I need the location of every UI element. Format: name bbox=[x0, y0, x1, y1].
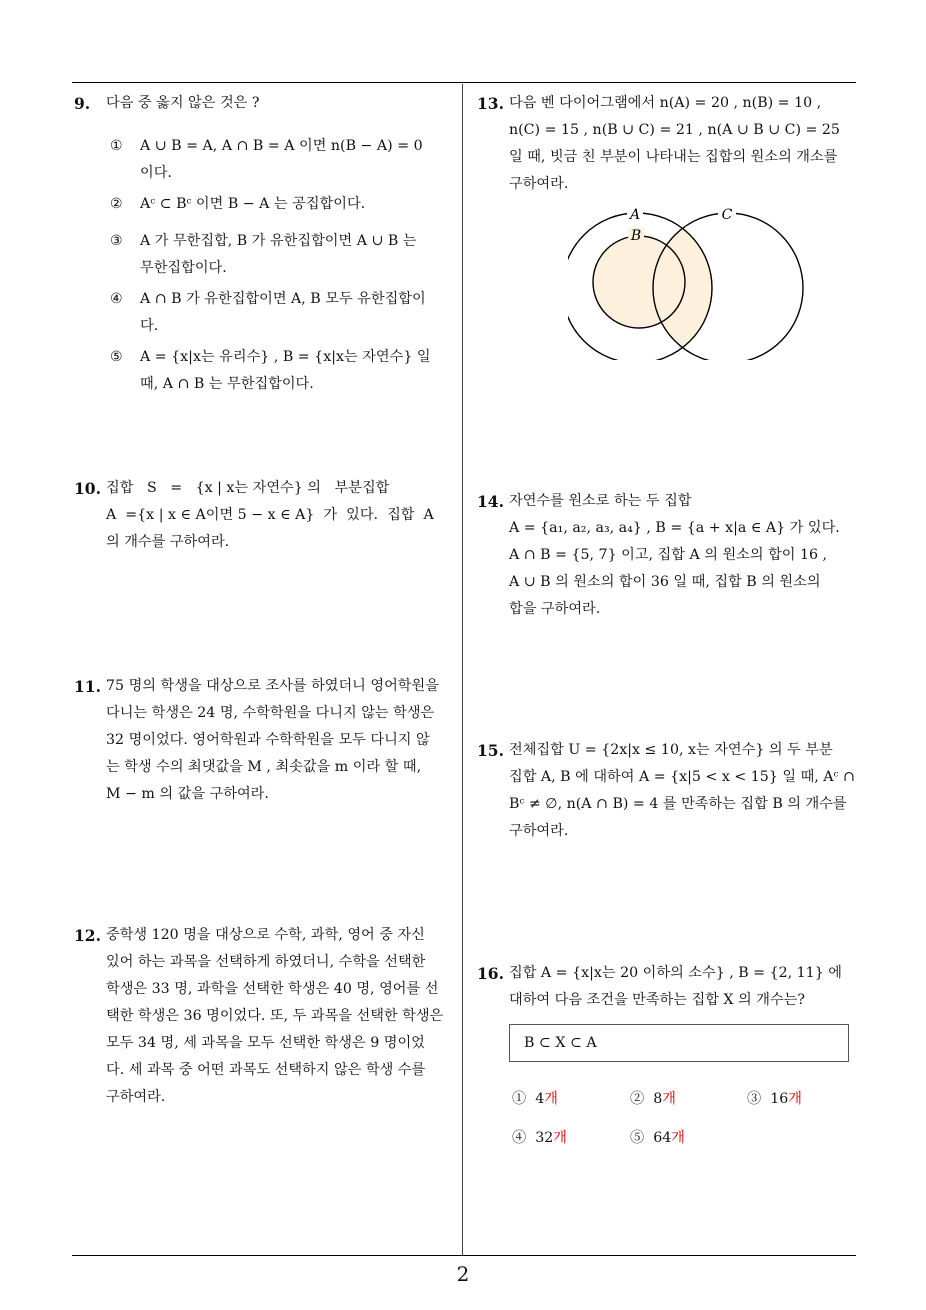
option-text: A 가 무한집합, B 가 유한집합이면 A ∪ B 는 bbox=[140, 233, 417, 249]
question-line: 일 때, 빗금 친 부분이 나타내는 집합의 원소의 개소를 bbox=[509, 149, 838, 165]
question-line: 다음 벤 다이어그램에서 n(A) = 20 , n(B) = 10 , bbox=[509, 95, 822, 111]
question-line: 75 명의 학생을 대상으로 조사를 하였더니 영어학원을 bbox=[106, 678, 439, 694]
choice-value: 32 bbox=[535, 1130, 554, 1146]
question-15 bbox=[477, 737, 861, 845]
question-number: 9. bbox=[74, 94, 91, 113]
option-text: A ∪ B = A, A ∩ B = A 이면 n(B − A) = 0 bbox=[140, 138, 423, 154]
question-line: 대하여 다음 조건을 만족하는 집합 X 의 개수는? bbox=[509, 992, 805, 1008]
choice-1[interactable] bbox=[512, 1088, 558, 1108]
bottom-rule bbox=[72, 1255, 856, 1256]
choice-5[interactable] bbox=[630, 1127, 685, 1147]
question-line: 집합 A = {x|x는 20 이하의 소수} , B = {2, 11} 에 bbox=[509, 965, 842, 981]
choice-unit: 개 bbox=[662, 1091, 676, 1107]
top-rule bbox=[72, 82, 856, 83]
venn-label-c: C bbox=[721, 207, 733, 223]
option-text-cont: 무한집합이다. bbox=[140, 260, 227, 276]
choice-value: 8 bbox=[653, 1091, 663, 1107]
question-number: 14. bbox=[477, 492, 504, 511]
question-number: 12. bbox=[74, 926, 101, 945]
question-number: 13. bbox=[477, 94, 504, 113]
option-4[interactable] bbox=[110, 286, 450, 340]
choice-mark: ① bbox=[512, 1091, 527, 1107]
choice-3[interactable] bbox=[747, 1088, 802, 1108]
question-14 bbox=[477, 488, 861, 623]
question-line: 전체집합 U = {2x|x ≤ 10, x는 자연수} 의 두 부분 bbox=[509, 742, 833, 758]
option-3[interactable] bbox=[110, 228, 450, 282]
question-line: 의 개수를 구하여라. bbox=[106, 534, 230, 550]
question-10 bbox=[74, 475, 458, 556]
question-line: A ∪ B 의 원소의 합이 36 일 때, 집합 B 의 원소의 bbox=[509, 574, 821, 590]
question-line: 합을 구하여라. bbox=[509, 601, 601, 617]
choice-mark: ③ bbox=[747, 1091, 762, 1107]
choice-unit: 개 bbox=[544, 1091, 558, 1107]
question-line: 구하여라. bbox=[106, 1089, 166, 1105]
question-line: 택한 학생은 36 명이었다. 또, 두 과목을 선택한 학생은 bbox=[106, 1008, 444, 1024]
choice-4[interactable] bbox=[512, 1127, 567, 1147]
question-number: 15. bbox=[477, 741, 504, 760]
question-line: 구하여라. bbox=[509, 823, 569, 839]
question-16 bbox=[477, 960, 861, 1062]
option-text: A = {x|x는 유리수} , B = {x|x는 자연수} 일 bbox=[140, 349, 431, 365]
option-text-cont: 때, A ∩ B 는 무한집합이다. bbox=[140, 376, 314, 392]
question-line: 집합 A, B 에 대하여 A = {x|5 < x < 15} 일 때, Aᶜ ∩ bbox=[509, 769, 855, 785]
condition-box bbox=[509, 1024, 849, 1062]
question-line: 집합 S = {x | x는 자연수} 의 부분집합 bbox=[106, 480, 390, 496]
venn-diagram bbox=[568, 200, 828, 360]
question-line: A ={x | x ∈ A이면 5 − x ∈ A} 가 있다. 집합 A bbox=[106, 507, 434, 523]
choice-unit: 개 bbox=[671, 1130, 686, 1146]
option-mark: ⑤ bbox=[110, 349, 123, 365]
question-line: 구하여라. bbox=[509, 176, 569, 192]
venn-label-b: B bbox=[630, 228, 642, 244]
question-11 bbox=[74, 673, 458, 808]
choice-unit: 개 bbox=[553, 1130, 568, 1146]
choice-unit: 개 bbox=[788, 1091, 803, 1107]
option-text-cont: 다. bbox=[140, 318, 159, 334]
choice-value: 64 bbox=[653, 1130, 672, 1146]
option-text: Aᶜ ⊂ Bᶜ 이면 B − A 는 공집합이다. bbox=[140, 196, 366, 212]
condition-text: B ⊂ X ⊂ A bbox=[524, 1035, 597, 1051]
question-9 bbox=[74, 90, 450, 398]
option-text-cont: 이다. bbox=[140, 165, 172, 181]
question-line: 다니는 학생은 24 명, 수학학원을 다니지 않는 학생은 bbox=[106, 705, 435, 721]
question-line: 있어 하는 과목을 선택하게 하였더니, 수학을 선택한 bbox=[106, 954, 426, 970]
option-2[interactable] bbox=[110, 191, 450, 218]
question-line: 는 학생 수의 최댓값을 M , 최솟값을 m 이라 할 때, bbox=[106, 759, 422, 775]
question-number: 11. bbox=[74, 677, 101, 696]
question-line: 자연수를 원소로 하는 두 집합 bbox=[509, 493, 692, 509]
question-line: A = {a₁, a₂, a₃, a₄} , B = {a + x|a ∈ A} 가 있다. bbox=[509, 520, 840, 536]
question-line: 모두 34 명, 세 과목을 모두 선택한 학생은 9 명이었 bbox=[106, 1035, 425, 1051]
page-number: 2 bbox=[456, 1262, 470, 1286]
question-number: 10. bbox=[74, 479, 101, 498]
choice-mark: ② bbox=[630, 1091, 645, 1107]
option-1[interactable] bbox=[110, 133, 450, 187]
choice-mark: ⑤ bbox=[630, 1130, 645, 1146]
question-line: 다. 세 과목 중 어떤 과목도 선택하지 않은 학생 수를 bbox=[106, 1062, 426, 1078]
option-mark: ④ bbox=[110, 291, 123, 307]
question-12 bbox=[74, 922, 458, 1111]
question-line: n(C) = 15 , n(B ∪ C) = 21 , n(A ∪ B ∪ C) = 25 bbox=[509, 122, 840, 138]
option-mark: ② bbox=[110, 196, 123, 212]
option-text: A ∩ B 가 유한집합이면 A, B 모두 유한집합이 bbox=[140, 291, 426, 307]
option-5[interactable] bbox=[110, 344, 450, 398]
choice-mark: ④ bbox=[512, 1130, 527, 1146]
question-line: M − m 의 값을 구하여라. bbox=[106, 786, 269, 802]
choice-2[interactable] bbox=[630, 1088, 676, 1108]
question-line: 중학생 120 명을 대상으로 수학, 과학, 영어 중 자신 bbox=[106, 927, 425, 943]
choice-value: 16 bbox=[770, 1091, 789, 1107]
question-stem: 다음 중 옳지 않은 것은 ? bbox=[106, 95, 260, 111]
choice-value: 4 bbox=[535, 1091, 545, 1107]
question-line: 32 명이었다. 영어학원과 수학학원을 모두 다니지 않 bbox=[106, 732, 430, 748]
question-line: 학생은 33 명, 과학을 선택한 학생은 40 명, 영어를 선 bbox=[106, 981, 439, 997]
question-line: A ∩ B = {5, 7} 이고, 집합 A 의 원소의 합이 16 , bbox=[509, 547, 828, 563]
venn-label-a: A bbox=[629, 207, 641, 223]
column-divider bbox=[462, 84, 463, 1256]
option-mark: ③ bbox=[110, 233, 123, 249]
option-mark: ① bbox=[110, 138, 123, 154]
question-number: 16. bbox=[477, 964, 504, 983]
question-13 bbox=[477, 90, 861, 198]
question-line: Bᶜ ≠ ∅, n(A ∩ B) = 4 를 만족하는 집합 B 의 개수를 bbox=[509, 796, 847, 812]
